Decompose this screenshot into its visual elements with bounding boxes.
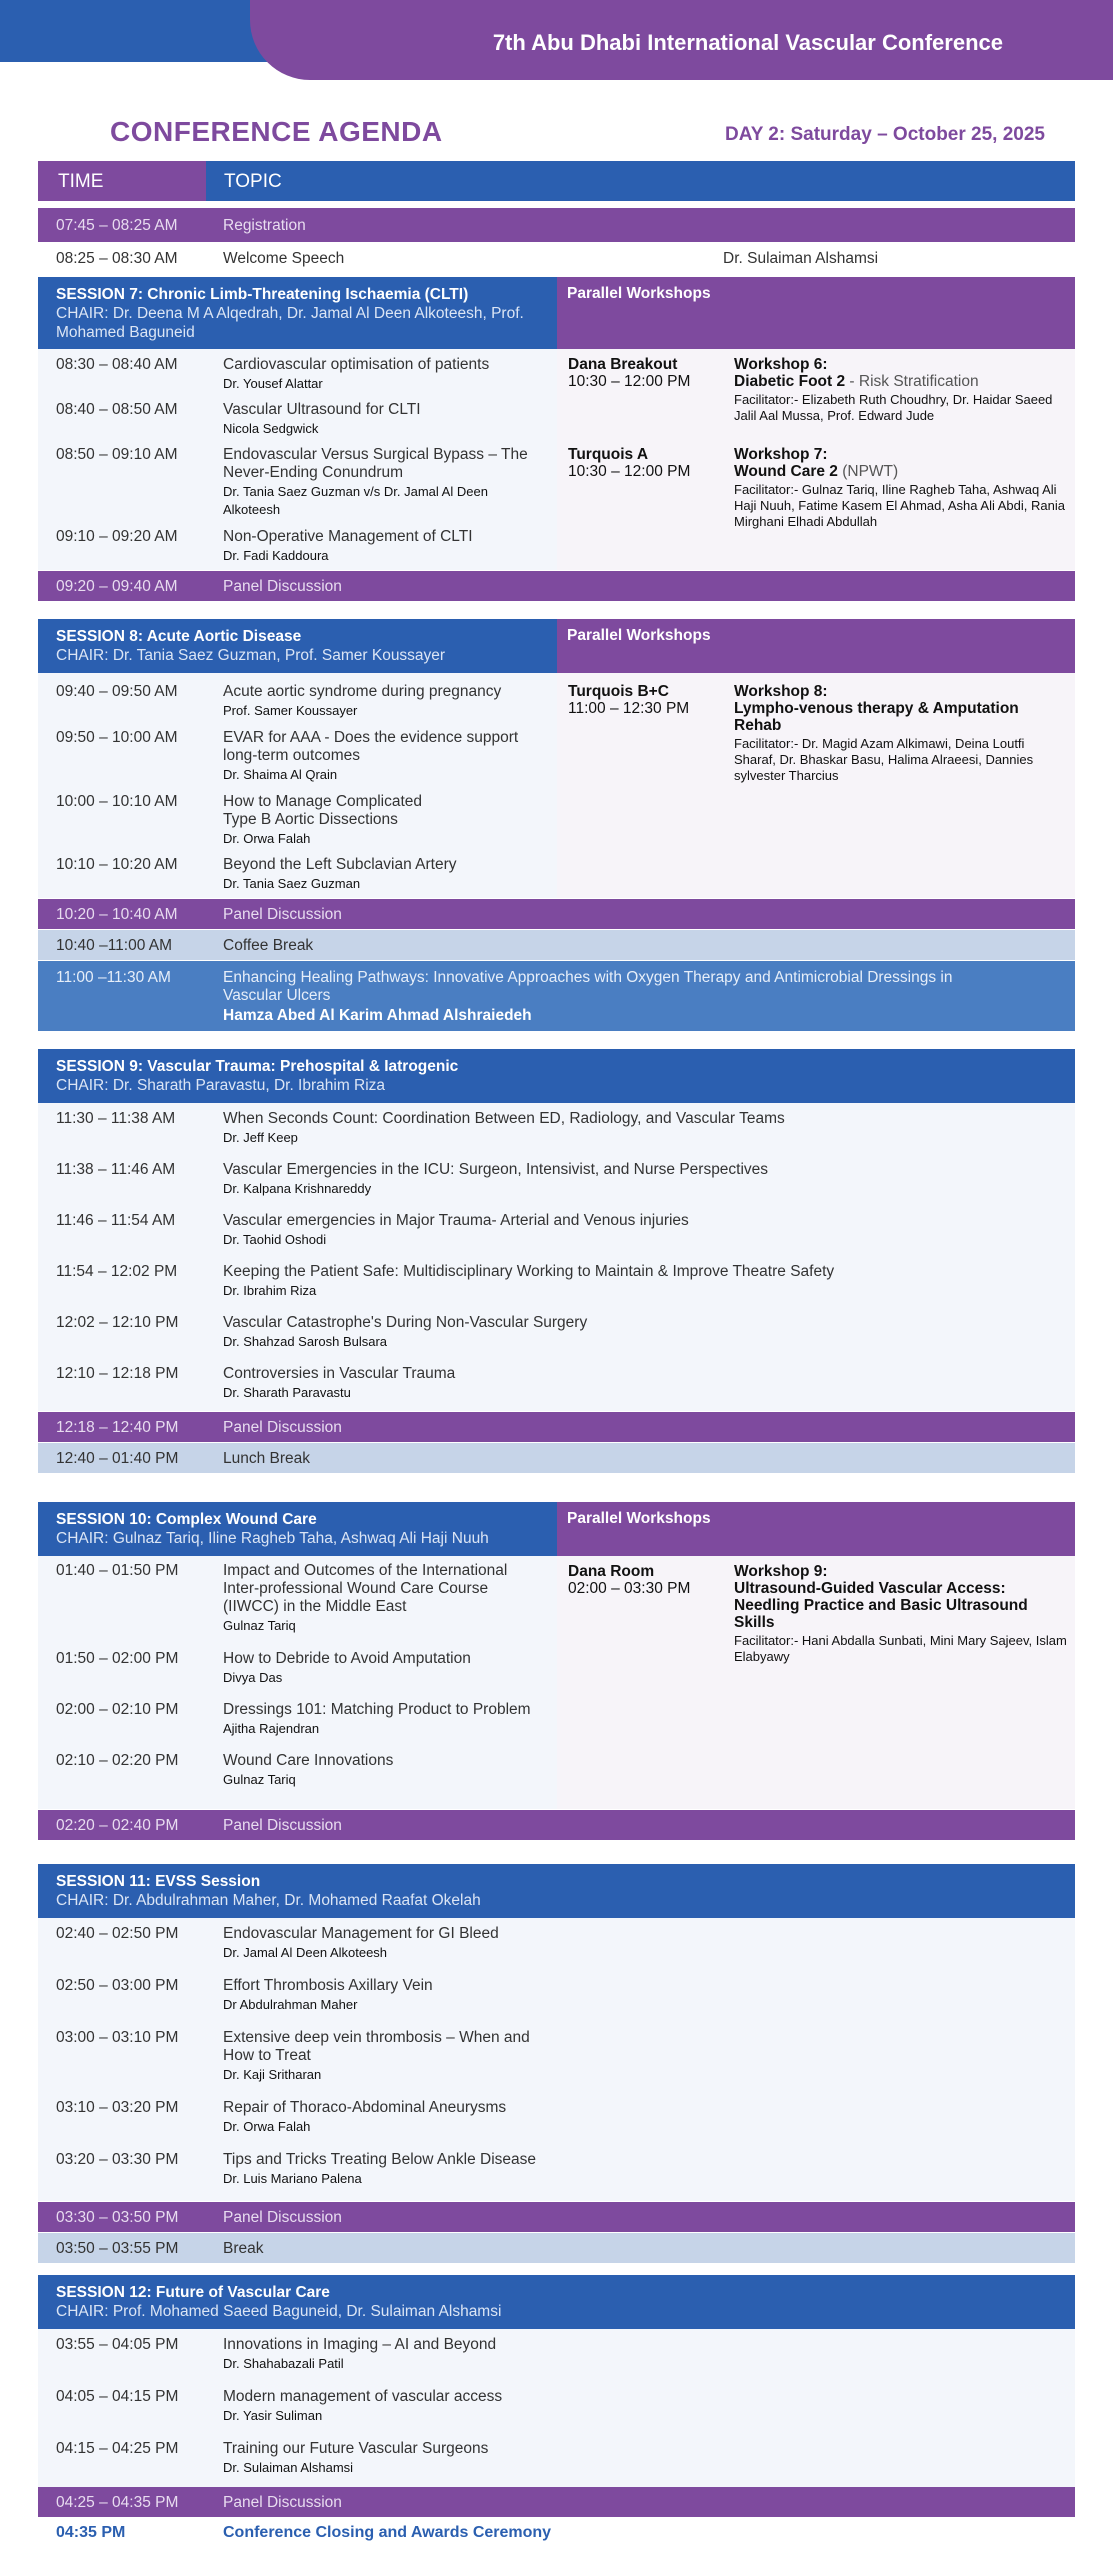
talk-speaker: Dr. Kaji Sritharan [223, 2067, 322, 2082]
row-topic: Coffee Break [223, 937, 314, 954]
session-chair: CHAIR: Prof. Mohamed Saeed Baguneid, Dr. Sulaiman Alshamsi [56, 2303, 502, 2320]
talk-speaker: Dr. Jeff Keep [223, 1130, 298, 1145]
talk-item [38, 2099, 1075, 2139]
session-chair: CHAIR: Dr. Tania Saez Guzman, Prof. Samer Koussayer [56, 647, 446, 664]
workshop-item [568, 446, 1068, 546]
talk-time: 02:10 – 02:20 PM [56, 1752, 179, 1769]
talk-topic: Non-Operative Management of CLTI [223, 528, 473, 545]
talk-item [38, 2029, 1075, 2089]
talk-topic: Dressings 101: Matching Product to Problem [223, 1701, 531, 1718]
talk-item [38, 356, 557, 396]
session-title: SESSION 12: Future of Vascular Care [56, 2284, 330, 2301]
row-topic: Enhancing Healing Pathways: Innovative Approaches with Oxygen Therapy and Antimicrobial Dressings in Vascular Ulcers [223, 969, 953, 1004]
talk-time: 08:30 – 08:40 AM [56, 356, 178, 373]
row-time: 03:30 – 03:50 PM [56, 2209, 179, 2226]
row-time: 04:35 PM [56, 2524, 126, 2541]
talk-time: 12:02 – 12:10 PM [56, 1314, 179, 1331]
row-time: 12:40 – 01:40 PM [56, 1450, 179, 1467]
talk-item [38, 2151, 1075, 2191]
talk-speaker: Dr. Shahzad Sarosh Bulsara [223, 1334, 388, 1349]
talk-time: 03:00 – 03:10 PM [56, 2029, 179, 2046]
workshop-facilitators: Facilitator:- Elizabeth Ruth Choudhry, Dr. Haidar Saeed Jalil Aal Mussa, Prof. Edward Jude [734, 392, 1053, 423]
talk-item [38, 401, 557, 441]
talk-time: 03:10 – 03:20 PM [56, 2099, 179, 2116]
talk-time: 08:50 – 09:10 AM [56, 446, 178, 463]
row-time: 11:00 –11:30 AM [56, 969, 171, 986]
session-chair: CHAIR: Dr. Sharath Paravastu, Dr. Ibrahim Riza [56, 1077, 386, 1094]
talk-time: 04:05 – 04:15 PM [56, 2388, 179, 2405]
row-time: 12:18 – 12:40 PM [56, 1419, 179, 1436]
workshop-subtitle-extra: (NPWT) [837, 463, 899, 480]
talk-item [38, 446, 557, 526]
session-title: SESSION 8: Acute Aortic Disease [56, 628, 302, 645]
registration-row [38, 208, 1075, 242]
talk-speaker: Dr. Ibrahim Riza [223, 1283, 317, 1298]
column-header-time: TIME [38, 161, 206, 201]
parallel-workshops-header: Parallel Workshops [557, 1502, 1075, 1556]
talk-speaker: Gulnaz Tariq [223, 1618, 296, 1633]
talk-topic: Endovascular Management for GI Bleed [223, 1925, 499, 1942]
talk-speaker: Dr. Yasir Suliman [223, 2408, 323, 2423]
talk-speaker: Gulnaz Tariq [223, 1772, 296, 1787]
row-time: 08:25 – 08:30 AM [56, 250, 178, 267]
talk-item [38, 2336, 1075, 2376]
row-time: 04:25 – 04:35 PM [56, 2494, 179, 2511]
talk-topic: Vascular emergencies in Major Trauma- Arterial and Venous injuries [223, 1212, 689, 1229]
panel-discussion-row [38, 1412, 1075, 1442]
workshop-subtitle: Ultrasound-Guided Vascular Access: Needling Practice and Basic Ultrasound Skills [734, 1580, 1028, 1631]
talk-item [38, 1977, 1075, 2017]
talk-item [38, 1161, 1075, 1201]
talk-topic: Beyond the Left Subclavian Artery [223, 856, 457, 873]
row-topic: Conference Closing and Awards Ceremony [223, 2524, 552, 2541]
break-row [38, 2233, 1075, 2263]
conference-title: 7th Abu Dhabi International Vascular Conference [492, 30, 1003, 55]
talk-time: 12:10 – 12:18 PM [56, 1365, 179, 1382]
talk-topic: Effort Thrombosis Axillary Vein [223, 1977, 433, 1994]
talk-topic: How to Debride to Avoid Amputation [223, 1650, 471, 1667]
talk-item [38, 856, 557, 896]
workshop-title: Workshop 9: [734, 1563, 828, 1580]
talk-item [38, 1925, 1075, 1965]
talk-item [38, 1701, 557, 1741]
talk-item [38, 729, 557, 789]
talk-item [38, 1212, 1075, 1252]
row-time: 03:50 – 03:55 PM [56, 2240, 179, 2257]
session-title: SESSION 11: EVSS Session [56, 1873, 261, 1890]
talk-item [38, 683, 557, 723]
session-10-header [38, 1502, 557, 1556]
workshop-subtitle-extra: - Risk Stratification [845, 373, 979, 390]
talk-topic: Keeping the Patient Safe: Multidisciplinary Working to Maintain & Improve Theatre Safety [223, 1263, 835, 1280]
session-title: SESSION 10: Complex Wound Care [56, 1511, 317, 1528]
talk-item [38, 1110, 1075, 1150]
session-title: SESSION 7: Chronic Limb-Threatening Ischaemia (CLTI) [56, 286, 469, 303]
talk-item [38, 2388, 1075, 2428]
workshop-title: Workshop 7: [734, 446, 828, 463]
lunch-break-row [38, 1443, 1075, 1473]
agenda-title: CONFERENCE AGENDA [110, 116, 443, 147]
workshop-facilitators: Facilitator:- Gulnaz Tariq, Iline Ragheb Taha, Ashwaq Ali Haji Nuuh, Fatime Kasem El Ahmad, Asha Ali Abdi, Rania Mirghani Elhadi Abdullah [734, 482, 1065, 529]
row-topic: Panel Discussion [223, 1817, 342, 1834]
talk-time: 09:10 – 09:20 AM [56, 528, 178, 545]
talk-topic: Innovations in Imaging – AI and Beyond [223, 2336, 497, 2353]
workshop-item [568, 683, 1068, 793]
row-topic: Registration [223, 217, 306, 234]
talk-time: 09:40 – 09:50 AM [56, 683, 178, 700]
talk-topic: Extensive deep vein thrombosis – When and How to Treat [223, 2029, 530, 2064]
talk-item [38, 528, 557, 568]
parallel-workshops-header: Parallel Workshops [557, 619, 1075, 673]
workshop-venue: Turquois A [568, 446, 649, 463]
session-8-header [38, 619, 557, 673]
session-9-header [38, 1049, 1075, 1103]
row-speaker: Dr. Sulaiman Alshamsi [723, 250, 879, 267]
session-chair: CHAIR: Gulnaz Tariq, Iline Ragheb Taha, Ashwaq Ali Haji Nuuh [56, 1530, 489, 1547]
talk-topic: Tips and Tricks Treating Below Ankle Disease [223, 2151, 537, 2168]
talk-speaker: Dr. Sulaiman Alshamsi [223, 2460, 354, 2475]
talk-speaker: Dr. Orwa Falah [223, 831, 311, 846]
talk-time: 02:00 – 02:10 PM [56, 1701, 179, 1718]
row-topic: Panel Discussion [223, 2494, 342, 2511]
workshop-venue: Dana Breakout [568, 356, 678, 373]
workshop-time: 10:30 – 12:00 PM [568, 463, 691, 480]
row-topic: Panel Discussion [223, 578, 342, 595]
talk-speaker: Dr. Taohid Oshodi [223, 1232, 327, 1247]
talk-topic: Vascular Ultrasound for CLTI [223, 401, 421, 418]
talk-time: 10:10 – 10:20 AM [56, 856, 178, 873]
panel-discussion-row [38, 899, 1075, 929]
talk-time: 01:50 – 02:00 PM [56, 1650, 179, 1667]
row-topic: Break [223, 2240, 264, 2257]
talk-time: 08:40 – 08:50 AM [56, 401, 178, 418]
talk-time: 03:20 – 03:30 PM [56, 2151, 179, 2168]
workshop-facilitators: Facilitator:- Hani Abdalla Sunbati, Mini Mary Sajeev, Islam Elabyawy [734, 1633, 1067, 1664]
talk-speaker: Dr. Jamal Al Deen Alkoteesh [223, 1945, 388, 1960]
workshop-time: 11:00 – 12:30 PM [568, 700, 690, 717]
row-time: 07:45 – 08:25 AM [56, 217, 178, 234]
talk-item [38, 1650, 557, 1690]
session-chair: CHAIR: Dr. Deena M A Alqedrah, Dr. Jamal Al Deen Alkoteesh, Prof. Mohamed Baguneid [56, 305, 524, 341]
talk-topic: Modern management of vascular access [223, 2388, 503, 2405]
talk-topic: Endovascular Versus Surgical Bypass – The Never-Ending Conundrum [223, 446, 528, 481]
row-time: 02:20 – 02:40 PM [56, 1817, 179, 1834]
row-topic: Panel Discussion [223, 2209, 342, 2226]
talk-time: 09:50 – 10:00 AM [56, 729, 178, 746]
talk-time: 02:40 – 02:50 PM [56, 1925, 179, 1942]
parallel-workshops-header: Parallel Workshops [557, 277, 1075, 349]
talk-item [38, 1365, 1075, 1405]
workshop-venue: Dana Room [568, 1563, 655, 1580]
workshop-time: 10:30 – 12:00 PM [568, 373, 691, 390]
workshop-title: Workshop 6: [734, 356, 828, 373]
talk-topic: Cardiovascular optimisation of patients [223, 356, 490, 373]
talk-time: 11:30 – 11:38 AM [56, 1110, 176, 1127]
row-time: 09:20 – 09:40 AM [56, 578, 178, 595]
workshop-title: Workshop 8: [734, 683, 828, 700]
workshop-item [568, 356, 1068, 436]
workshop-venue: Turquois B+C [568, 683, 669, 700]
panel-discussion-row [38, 1810, 1075, 1840]
talk-topic: EVAR for AAA - Does the evidence support long-term outcomes [223, 729, 519, 764]
session-12-header [38, 2275, 1075, 2329]
row-time: 10:20 – 10:40 AM [56, 906, 178, 923]
row-topic: Panel Discussion [223, 1419, 342, 1436]
talk-topic: Repair of Thoraco-Abdominal Aneurysms [223, 2099, 507, 2116]
talk-speaker: Dr. Yousef Alattar [223, 376, 323, 391]
row-topic: Panel Discussion [223, 906, 342, 923]
talk-topic: When Seconds Count: Coordination Between ED, Radiology, and Vascular Teams [223, 1110, 785, 1127]
panel-discussion-row [38, 2202, 1075, 2232]
talk-item [38, 1314, 1075, 1354]
row-topic: Lunch Break [223, 1450, 311, 1467]
welcome-row [38, 244, 1075, 276]
talk-time: 10:00 – 10:10 AM [56, 793, 178, 810]
talk-time: 03:55 – 04:05 PM [56, 2336, 179, 2353]
talk-topic: Impact and Outcomes of the International Inter-professional Wound Care Course (IIWCC) in the Middle East [223, 1562, 508, 1615]
session-11-header [38, 1864, 1075, 1918]
talk-item [38, 1263, 1075, 1303]
talk-speaker: Dr. Tania Saez Guzman [223, 876, 361, 891]
talk-time: 11:38 – 11:46 AM [56, 1161, 176, 1178]
talk-speaker: Divya Das [223, 1670, 283, 1685]
talk-topic: Acute aortic syndrome during pregnancy [223, 683, 502, 700]
talk-topic: Wound Care Innovations [223, 1752, 394, 1769]
workshop-subtitle: Lympho-venous therapy & Amputation Rehab [734, 700, 1019, 734]
talk-speaker: Dr. Tania Saez Guzman v/s Dr. Jamal Al Deen Alkoteesh [223, 484, 488, 517]
panel-discussion-row [38, 2487, 1075, 2517]
row-speaker: Hamza Abed Al Karim Ahmad Alshraiedeh [223, 1007, 532, 1024]
workshop-item [568, 1563, 1068, 1683]
row-time: 10:40 –11:00 AM [56, 937, 173, 954]
talk-topic: Controversies in Vascular Trauma [223, 1365, 456, 1382]
talk-time: 01:40 – 01:50 PM [56, 1562, 179, 1579]
talk-speaker: Dr. Luis Mariano Palena [223, 2171, 362, 2186]
panel-discussion-row [38, 571, 1075, 601]
coffee-break-row [38, 930, 1075, 960]
talk-speaker: Ajitha Rajendran [223, 1721, 320, 1736]
talk-time: 11:46 – 11:54 AM [56, 1212, 176, 1229]
workshop-subtitle: Wound Care 2 [734, 463, 838, 480]
talk-speaker: Dr. Orwa Falah [223, 2119, 311, 2134]
session-chair: CHAIR: Dr. Abdulrahman Maher, Dr. Mohamed Raafat Okelah [56, 1892, 481, 1909]
workshop-facilitators: Facilitator:- Dr. Magid Azam Alkimawi, Deina Loutfi Sharaf, Dr. Bhaskar Basu, Halima Alraeesi, Dannies sylvester Tharcius [734, 736, 1034, 783]
talk-topic: How to Manage Complicated Type B Aortic Dissections [223, 793, 423, 828]
talk-time: 11:54 – 12:02 PM [56, 1263, 178, 1280]
talk-speaker: Dr Abdulrahman Maher [223, 1997, 358, 2012]
talk-speaker: Dr. Shaima Al Qrain [223, 767, 338, 782]
talk-time: 04:15 – 04:25 PM [56, 2440, 179, 2457]
talk-speaker: Dr. Kalpana Krishnareddy [223, 1181, 372, 1196]
row-topic: Welcome Speech [223, 250, 345, 267]
talk-speaker: Nicola Sedgwick [223, 421, 319, 436]
workshop-subtitle: Diabetic Foot 2 [734, 373, 846, 390]
talk-item [38, 2440, 1075, 2480]
talk-item [38, 1562, 557, 1642]
day-title: DAY 2: Saturday – October 25, 2025 [725, 124, 1045, 145]
talk-speaker: Dr. Fadi Kaddoura [223, 548, 329, 563]
talk-time: 02:50 – 03:00 PM [56, 1977, 179, 1994]
column-header-topic: TOPIC [206, 161, 1075, 201]
workshop-time: 02:00 – 03:30 PM [568, 1580, 691, 1597]
session-title: SESSION 9: Vascular Trauma: Prehospital & Iatrogenic [56, 1058, 459, 1075]
talk-speaker: Prof. Samer Koussayer [223, 703, 358, 718]
talk-topic: Vascular Emergencies in the ICU: Surgeon, Intensivist, and Nurse Perspectives [223, 1161, 769, 1178]
keynote-row [38, 961, 1075, 1031]
talk-speaker: Dr. Sharath Paravastu [223, 1385, 351, 1400]
talk-item [38, 793, 557, 853]
talk-item [38, 1752, 557, 1792]
talk-speaker: Dr. Shahabazali Patil [223, 2356, 344, 2371]
talk-topic: Training our Future Vascular Surgeons [223, 2440, 489, 2457]
talk-topic: Vascular Catastrophe's During Non-Vascular Surgery [223, 1314, 588, 1331]
session-7-header [38, 277, 557, 349]
